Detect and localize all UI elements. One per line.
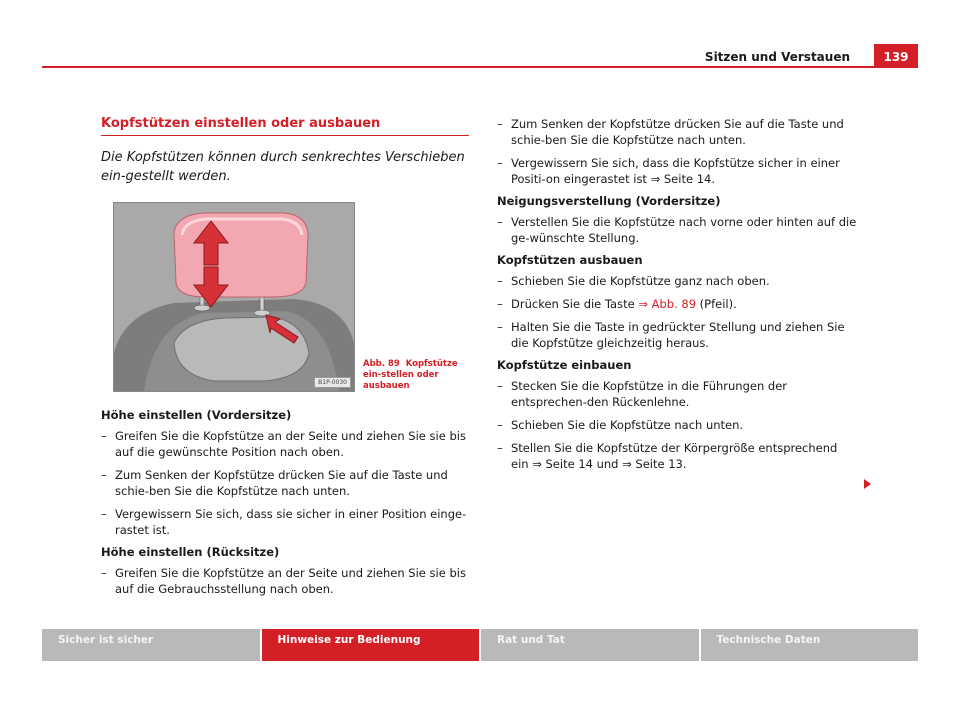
headrest-figure: [113, 202, 355, 392]
list-item-text: Schieben Sie die Kopfstütze nach unten.: [511, 418, 744, 432]
list-item: [497, 417, 857, 433]
list-item: [101, 506, 469, 538]
list-item: [101, 565, 469, 597]
caption-text: Kopfstütze ein-stellen oder ausbauen: [363, 359, 458, 391]
intro-text: Die Kopfstützen können durch senkrechtes Verschieben ein-gestellt werden.: [101, 150, 465, 184]
subheading-front-height: Höhe einstellen (Vordersitze): [101, 408, 292, 422]
list-item-text: Vergewissern Sie sich, dass sie sicher in einer Position einge-rastet ist.: [115, 507, 467, 537]
list-item-text: Verstellen Sie die Kopfstütze nach vorne oder hinten auf die ge-wünschte Stellung.: [511, 215, 857, 245]
tab-sicher-ist-sicher[interactable]: Sicher ist sicher: [42, 629, 260, 661]
subheading-rear-height: Höhe einstellen (Rücksitze): [101, 545, 280, 559]
caption-prefix: Abb. 89: [363, 359, 400, 369]
list-item-text: [511, 296, 857, 312]
text-fragment: (Pfeil).: [696, 297, 737, 311]
dash: –: [497, 418, 503, 432]
subheading-install: Kopfstütze einbauen: [497, 358, 632, 372]
left-column: [101, 116, 469, 604]
dash: –: [497, 297, 503, 311]
list-item: [497, 378, 857, 410]
list-item: [497, 214, 857, 246]
list-item: [497, 296, 857, 312]
subheading-remove: Kopfstützen ausbauen: [497, 253, 643, 267]
dash: –: [101, 429, 107, 443]
dash: –: [497, 156, 503, 170]
dash: –: [497, 379, 503, 393]
list-item-text: Schieben Sie die Kopfstütze ganz nach oben.: [511, 274, 770, 288]
list-item: [101, 428, 469, 460]
figure-caption: [363, 359, 469, 392]
list-item-text: Stellen Sie die Kopfstütze der Körpergröße entsprechend ein ⇒ Seite 14 und ⇒ Seite 13.: [511, 441, 838, 471]
subheading-tilt: Neigungsverstellung (Vordersitze): [497, 194, 721, 208]
list-item: [497, 155, 857, 187]
footer-nav: [42, 629, 918, 661]
tab-technische-daten[interactable]: Technische Daten: [701, 629, 919, 661]
list-item-text: Greifen Sie die Kopfstütze an der Seite und ziehen Sie sie bis auf die Gebrauchsstellung nach oben.: [115, 566, 466, 596]
list-item-text: Zum Senken der Kopfstütze drücken Sie auf die Taste und schie-ben Sie die Kopfstütze nach unten.: [511, 117, 844, 147]
tab-hinweise-zur-bedienung[interactable]: Hinweise zur Bedienung: [262, 629, 480, 661]
figure-row: [113, 202, 469, 392]
list-item: [497, 440, 857, 472]
dash: –: [497, 441, 503, 455]
list-item-text: Halten Sie die Taste in gedrückter Stellung und ziehen Sie die Kopfstütze gleichzeitig heraus.: [511, 320, 845, 350]
list-item: [497, 116, 857, 148]
figure-code: B1P-0030: [314, 377, 351, 388]
list-item-text: Vergewissern Sie sich, dass die Kopfstütze sicher in einer Positi-on eingerastet ist ⇒ Seite 14.: [511, 156, 840, 186]
text-fragment: Drücken Sie die Taste: [511, 297, 639, 311]
dash: –: [497, 215, 503, 229]
list-item-text: Greifen Sie die Kopfstütze an der Seite und ziehen Sie sie bis auf die gewünschte Position nach oben.: [115, 429, 466, 459]
dash: –: [497, 117, 503, 131]
list-item: [497, 273, 857, 289]
list-item: [497, 319, 857, 351]
dash: –: [497, 274, 503, 288]
top-rule: [42, 66, 918, 68]
section-title: Kopfstützen einstellen oder ausbauen: [101, 116, 469, 136]
figure-link[interactable]: ⇒ Abb. 89: [638, 297, 697, 311]
dash: –: [101, 507, 107, 521]
chapter-title: Sitzen und Verstauen: [704, 50, 850, 64]
list-item: [101, 467, 469, 499]
headrest-illustration: [114, 203, 354, 391]
right-column: [497, 116, 857, 479]
list-item-text: Stecken Sie die Kopfstütze in die Führungen der entsprechen-den Rückenlehne.: [511, 379, 787, 409]
dash: –: [101, 566, 107, 580]
tab-rat-und-tat[interactable]: Rat und Tat: [481, 629, 699, 661]
list-item-text: Zum Senken der Kopfstütze drücken Sie auf die Taste und schie-ben Sie die Kopfstütze nach unten.: [115, 468, 448, 498]
page-number: 139: [874, 44, 918, 68]
continue-arrow-icon: [864, 479, 871, 489]
dash: –: [497, 320, 503, 334]
dash: –: [101, 468, 107, 482]
